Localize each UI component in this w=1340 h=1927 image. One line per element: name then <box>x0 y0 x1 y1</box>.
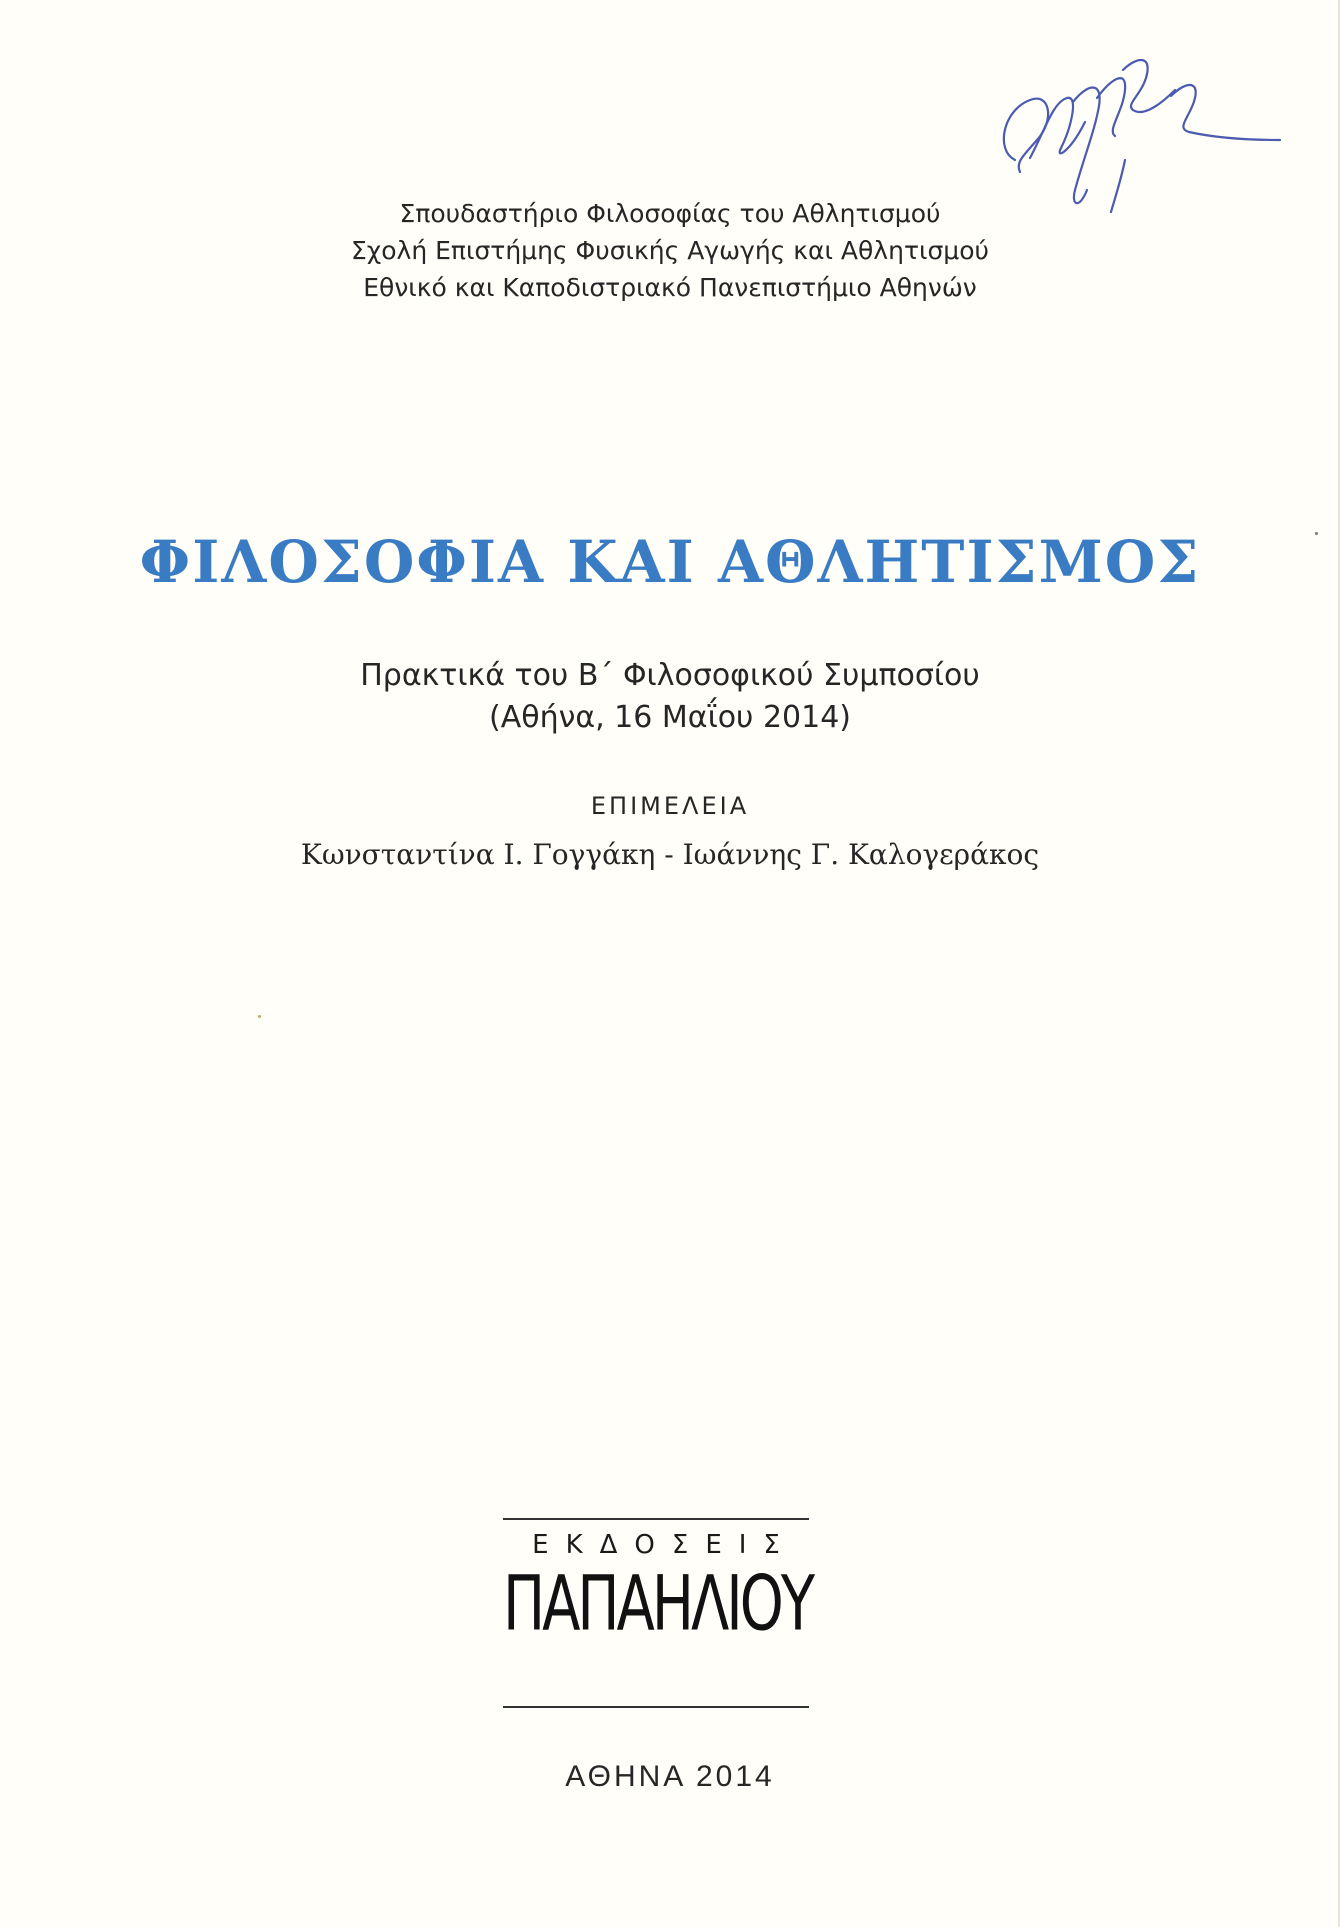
institution-line-3: Εθνικό και Καποδιστριακό Πανεπιστήμιο Αθηνών <box>363 273 977 302</box>
institution-line-2: Σχολή Επιστήμης Φυσικής Αγωγής και Αθλητισμού <box>351 236 989 265</box>
editors-names: Κωνσταντίνα Ι. Γογγάκη - Ιωάννης Γ. Καλογεράκος <box>300 838 1040 871</box>
imprint: ΑΘΗΝΑ 2014 <box>565 1760 775 1793</box>
book-title: ΦΙΛΟΣΟΦΙΑ ΚΑΙ ΑΘΛΗΤΙΣΜΟΣ <box>139 528 1201 596</box>
publisher-name: ΠΑΠΑΗΛΙΟΥ <box>503 1560 813 1649</box>
speck <box>1315 532 1318 535</box>
publisher-label: ΕΚΔΟΣΕΙΣ <box>532 1530 797 1560</box>
editors-label: ΕΠΙΜΕΛΕΙΑ <box>590 792 750 820</box>
speck <box>258 1015 261 1018</box>
handwritten-signature <box>975 40 1295 220</box>
subtitle-line-1: Πρακτικά του Β΄ Φιλοσοφικού Συμποσίου <box>360 658 980 693</box>
publisher-rule-bottom <box>503 1706 809 1708</box>
publisher-rule-top <box>503 1518 809 1520</box>
subtitle-line-2: (Αθήνα, 16 Μαΐου 2014) <box>488 700 852 735</box>
subtitle-block <box>0 655 1340 739</box>
institution-block <box>0 195 1340 306</box>
institution-line-1: Σπουδαστήριο Φιλοσοφίας του Αθλητισμού <box>399 199 941 228</box>
publisher-logo <box>503 1518 813 1708</box>
